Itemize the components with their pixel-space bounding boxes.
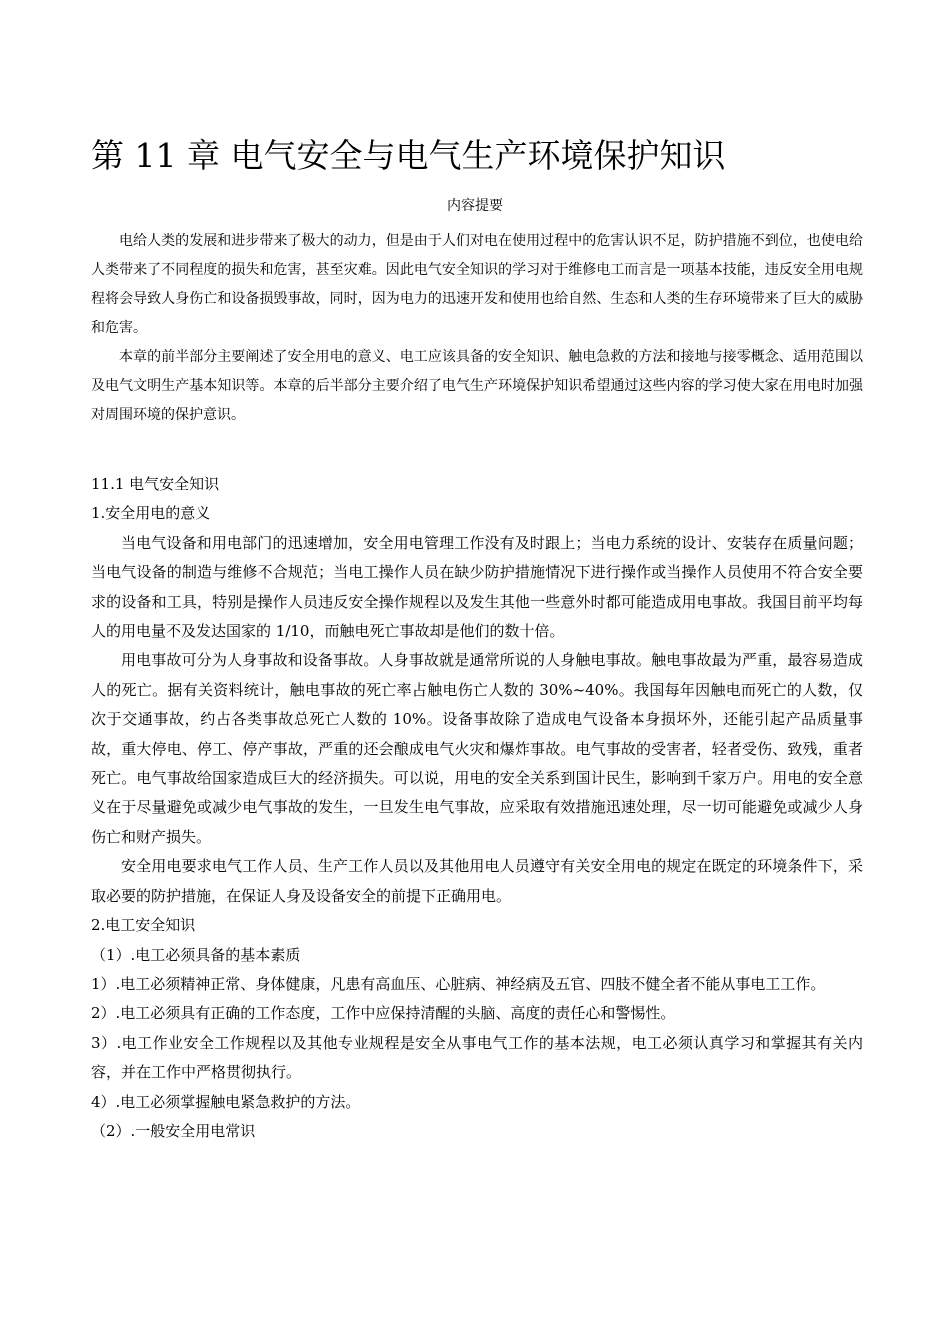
section-heading: 11.1 电气安全知识 [91, 475, 220, 493]
subsection-heading: 2.电工安全知识 [91, 916, 196, 935]
list-item: 4）.电工必须掌握触电紧急救护的方法。 [91, 1092, 361, 1111]
list-heading: （2）.一般安全用电常识 [91, 1121, 256, 1140]
list-item: 3）.电工作业安全工作规程以及其他专业规程是安全从事电气工作的基本法规，电工必须认真学习和掌握其有关内容，并在工作中严格贯彻执行。 [91, 1033, 863, 1082]
summary-paragraph: 电给人类的发展和进步带来了极大的动力，但是由于人们对电在使用过程中的危害认识不足，防护措施不到位，也使电给人类带来了不同程度的损失和危害，甚至灾难。因此电气安全知识的学习对于维修电工而言是一项基本技能，违反安全用电规程将会导致人身伤亡和设备损毁事故，同时，因为电力的迅速开发和使用也给自然、生态和人类的生存环境带来了巨大的威胁和危害。 [91, 233, 863, 336]
summary-block [91, 227, 863, 430]
list-item: 2）.电工必须具有正确的工作态度，工作中应保持清醒的头脑、高度的责任心和警惕性。 [91, 1004, 676, 1023]
summary-paragraph: 本章的前半部分主要阐述了安全用电的意义、电工应该具备的安全知识、触电急救的方法和接地与接零概念、适用范围以及电气文明生产基本知识等。本章的后半部分主要介绍了电气生产环境保护知识希望通过这些内容的学习使大家在用电时加强对周围环境的保护意识。 [91, 349, 863, 423]
summary-heading: 内容提要 [447, 198, 503, 214]
list-item: 1）.电工必须精神正常、身体健康，凡患有高血压、心脏病、神经病及五官、四肢不健全者不能从事电工工作。 [91, 974, 826, 993]
list-heading: （1）.电工必须具备的基本素质 [91, 945, 301, 964]
section-body [91, 470, 863, 1146]
subsection-heading: 1.安全用电的意义 [91, 504, 211, 523]
body-paragraph: 当电气设备和用电部门的迅速增加，安全用电管理工作没有及时跟上；当电力系统的设计、安装存在质量问题；当电气设备的制造与维修不合规范；当电工操作人员在缺少防护措施情况下进行操作或当操作人员使用不符合安全要求的设备和工具，特别是操作人员违反安全操作规程以及发生其他一些意外时都可能造成用电事故。我国目前平均每人的用电量不及发达国家的 1/10，而触电死亡事故却是他们的数十倍。 [91, 533, 863, 641]
chapter-title: 第 11 章 电气安全与电气生产环境保护知识 [91, 136, 726, 175]
body-paragraph: 用电事故可分为人身事故和设备事故。人身事故就是通常所说的人身触电事故。触电事故最为严重，最容易造成人的死亡。据有关资料统计，触电事故的死亡率占触电伤亡人数的 30%~40%。我国每年因触电而死亡的人数，仅次于交通事故，约占各类事故总死亡人数的 10%。设备事故除了造成电气设备本身损坏外，还能引起产品质量事故，重大停电、停工、停产事故，严重的还会酿成电气火灾和爆炸事故。电气事故的受害者，轻者受伤、致残，重者死亡。电气事故给国家造成巨大的经济损失。可以说，用电的安全关系到国计民生，影响到千家万户。用电的安全意义在于尽量避免或减少电气事故的发生，一旦发生电气事故，应采取有效措施迅速处理，尽一切可能避免或减少人身伤亡和财产损失。 [91, 651, 863, 846]
body-paragraph: 安全用电要求电气工作人员、生产工作人员以及其他用电人员遵守有关安全用电的规定在既定的环境条件下，采取必要的防护措施，在保证人身及设备安全的前提下正确用电。 [91, 857, 863, 905]
